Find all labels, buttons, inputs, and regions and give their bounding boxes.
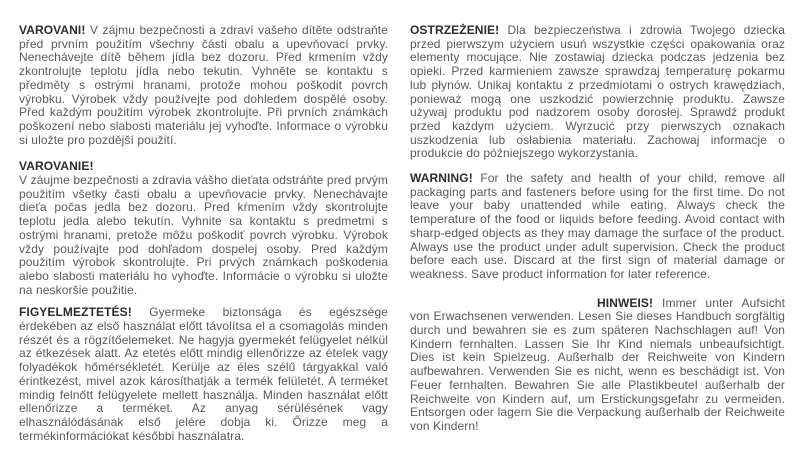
warning-body-polish: Dla bezpieczeństwa i zdrowia Twojego dziecka przed pierwszym użyciem usuń wszystkie części opakowania oraz elementy mocujące. Nie zostawiaj dziecka podczas jedzenia bez opieki. Przed karmieniem zawsze sprawdzaj temperaturę pokarmu lub płynów. Unikaj kontaktu z przedmiotami o ostrych krawędziach, ponieważ mogą one uszkodzić powierzchnię produktu. Zawsze używaj produktu pod nadzorem osoby dorosłej. Sprawdź produkt przed każdym użyciem. Wyrzucić przy pierwszych oznakach uszkodzenia lub osłabienia materiału. Zachowaj informacje o produkcie do późniejszego wykorzystania. (410, 23, 786, 161)
warning-heading-czech: VAROVANI! (19, 23, 86, 37)
warning-section-german (410, 297, 785, 434)
warning-body-english: For the safety and health of your child, remove all packaging parts and fasteners before using for the first time. Do not leave your baby unattended while eating. Always check the temperature of the food or liquids before feeding. Avoid contact with sharp-edged objects as they may damage the surface of the product. Always use the product under adult supervision. Check the product before each use. Discard at the first sign of material damage or weakness. Save product information for later reference. (410, 171, 786, 281)
warning-heading-german: HINWEIS! (597, 295, 654, 310)
warning-section-polish (410, 24, 785, 161)
warning-section-hungarian (19, 306, 388, 443)
warning-heading-slovak: VAROVANIE! (19, 159, 94, 174)
warning-section-english (410, 172, 785, 282)
warning-section-slovak (19, 160, 388, 297)
warning-section-czech (19, 24, 388, 147)
warning-heading-english: WARNING! (410, 171, 473, 186)
warning-body-hungarian: Gyermeke biztonsága és egészsége érdekében az első használat előtt távolítsa el a csomagolás minden részét és a rögzítőelemeket. Ne hagyja gyermekét felügyelet nélkül az étkezések alatt. Az etetés előtt mindig ellenőrizze az ételek vagy folyadékok hőmérsékletét. Kerülje az éles szélű tárgyakkal való érintkezést, mivel azok károsíthatják a termék felületét. A terméket mindig felnőtt felügyelete mellett használja. Minden használat előtt ellenőrizze a terméket. Az anyag sérülésének vagy elhasználódásának első jelére dobja ki. Őrizze meg a termékinformációkat későbbi használatra. (19, 305, 389, 443)
left-column (19, 24, 388, 443)
right-column (410, 24, 785, 443)
warning-heading-polish: OSTRZEŻENIE! (410, 23, 500, 37)
warning-body-slovak: V záujme bezpečnosti a zdravia vášho dieťata odstráňte pred prvým použitím všetky časti obalu a upevňovacie prvky. Nenechávajte dieťa počas jedla bez dozoru. Pred kŕmením vždy skontrolujte teplotu jedla alebo tekutín. Vyhnite sa kontaktu s predmetmi s ostrými hranami, pretože môžu poškodiť povrch výrobku. Výrobok vždy používajte pod dohľadom dospelej osoby. Pred každým použitím výrobok skontrolujte. Pri prvých známkach poškodenia alebo slabosti materiálu ho vyhoďte. Informácie o výrobku si uložte na neskoršie použitie. (19, 173, 388, 297)
warning-body-czech: V zájmu bezpečnosti a zdraví vašeho dítěte odstraňte před prvním použitím všechny části obalu a upevňovací prvky. Nenechávejte dítě během jídla bez dozoru. Před krmením vždy zkontrolujte teplotu jídla nebo tekutin. Vyhněte se kontaktu s předměty s ostrými hranami, protože mohou poškodit povrch výrobku. Výrobek vždy používejte pod dohledem dospělé osoby. Před každým použitím výrobek zkontrolujte. Při prvních známkách poškození nebo slabosti materiálu jej vyhoďte. Informace o výrobku si uložte pro pozdější použití. (19, 23, 388, 147)
warning-body-german: Immer unter Aufsicht von Erwachsenen verwenden. Lesen Sie dieses Handbuch sorgfältig durch und bewahren sie es zum späteren Nachschlagen auf! Von Kindern fernhalten. Lassen Sie Ihr Kind niemals unbeaufsichtigt. Dies ist kein Spielzeug. Außerhalb der Reichweite von Kindern aufbewahren. Verwenden Sie es nicht, wenn es beschädigt ist. Von Feuer fernhalten. Bewahren Sie alle Plastikbeutel außerhalb der Reichweite von Kindern auf, um Erstickungsgefahr zu vermeiden. Entsorgen oder lagern Sie die Verpackung außerhalb der Reichweite von Kindern! (410, 295, 786, 433)
warning-heading-hungarian: FIGYELMEZTETÉS! (19, 305, 132, 320)
